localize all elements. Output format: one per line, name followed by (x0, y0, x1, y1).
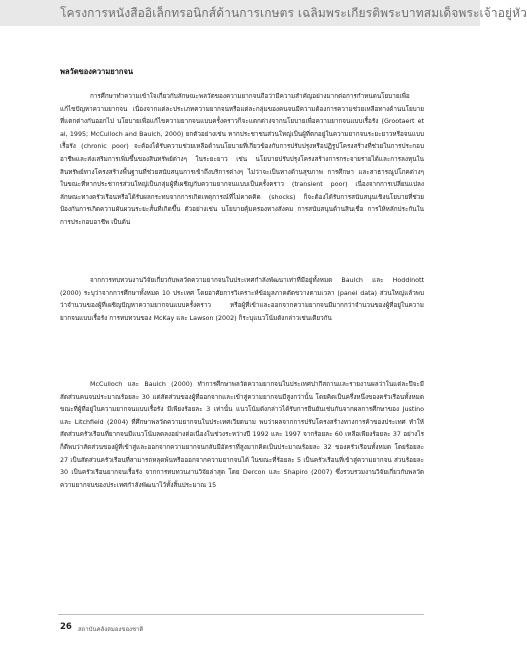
running-header: โครงการหนังสืออิเล็กทรอนิกส์ด้านการเกษตร เฉลิมพระเกียรติพระบาทสมเด็จพระเจ้าอยู่หัว (60, 6, 527, 20)
paragraph-1: การศึกษาทำความเข้าใจเกี่ยวกับลักษณะพลวัตของความยากจนถือว่ามีความสำคัญอย่างมากต่อการกำหนดนโยบายเพื่อแก้ไขปัญหาความยากจน เนื่องจากแต่ละประเภทความยากจนหรือแต่ละกลุ่มของคนจนมีความต้องการความช่วยเหลือทางด้านนโยบายที่แตกต่างกันออกไป นโยบายเพื่อแก้ไขความยากจนแบบครั้งคราวก็จะแตกต่างจากนโยบายเพื่อความยากจนแบบเรื้อรัง (Grootaert et al, 1995; McCulloch and Baulch, 2000) ยกตัวอย่างเช่น หากประชาชนส่วนใหญ่เป็นผู้ที่ตกอยู่ในความยากจนระยะยาวหรือจนแบบเรื้อรัง (chronic poor) จะต้องได้รับความช่วยเหลือด้านนโยบายที่เกี่ยวข้องกับการปรับปรุงหรือปฏิรูปโครงสร้างที่ช่วยในการประกอบอาชีพและส่งเสริมการเพิ่มขึ้นของสินทรัพย์ต่างๆ ในระยะยาว เช่น นโยบายปรับปรุงโครงสร้างการกระจายรายได้และการลงทุนในสินทรัพย์ทางโครงสร้างพื้นฐานที่ช่วยสนับสนุนการเข้าถึงบริการต่างๆ ไม่ว่าจะเป็นทางด้านสุขภาพ การศึกษา และสาธารณูปโภคต่างๆ ในขณะที่หากประชากรส่วนใหญ่เป็นกลุ่มผู้ที่เผชิญกับความยากจนแบบเป็นครั้งคราว (transient poor) เนื่องจากการเปลี่ยนแปลงลักษณะทางครัวเรือนหรือได้รับผลกระทบจากการเกิดเหตุการณ์ที่ไม่คาดคิด (shocks) ก็จะต้องได้รับการสนับสนุนเชิงนโยบายที่ช่วยป้องกันการเกิดความผันผวนระยะสั้นที่เกิดขึ้น ตัวอย่างเช่น นโยบายคุ้มครองทางสังคม การสนับสนุนด้านสินเชื่อ การให้หลักประกันในการประกอบอาชีพ เป็นต้น (60, 93, 424, 226)
page-number: 26 (60, 622, 72, 632)
paragraph-2: จากการทบทวนงานวิจัยเกี่ยวกับพลวัตความยากจนในประเทศกำลังพัฒนาเท่าที่มีอยู่ทั้งหมด Baulch และ Hoddinott (2000) ระบุว่าจากการศึกษาทั้งหมด 10 ประเทศ โดยอาศัยการวิเคราะห์ข้อมูลภาคตัดขวางตามเวลา (panel data) ส่วนใหญ่แล้วพบว่าจำนวนของผู้ที่เผชิญปัญหาความยากจนแบบครั้งคราว หรือผู้ที่เข้าและออกจากความยากจนมีมากกว่าจำนวนของผู้ที่อยู่ในความยากจนแบบเรื้อรัง การทบทวนของ McKay และ Lawson (2002) ก็ระบุแนวโน้มดังกล่าวเช่นเดียวกัน (60, 277, 424, 322)
footer-divider (58, 614, 424, 615)
footer-organization: สถาบันคลังสมองของชาติ (78, 626, 144, 633)
header-band (0, 0, 527, 26)
section-title: พลวัตของความยากจน (60, 67, 133, 76)
paragraph-3: McCulloch และ Baulch (2000) ทำการศึกษาพลวัตความยากจนในประเทศปากีสถานและรายงานผลว่าในแต่ละปีจะมีสัดส่วนคนจนประมาณร้อยละ 30 แต่สัดส่วนของผู้ที่ออกจากและเข้าสู่ความยากจนมีสูงกว่านั้น โดยคิดเป็นครึ่งหนึ่งของครัวเรือนทั้งหมด ขณะที่ผู้ที่อยู่ในความยากจนแบบเรื้อรัง มีเพียงร้อยละ 3 เท่านั้น แนวโน้มดังกล่าวได้รับการยืนยันเช่นกันจากผลการศึกษาของ Justino และ Litchfield (2004) ที่ศึกษาพลวัตความยากจนในประเทศเวียดนาม พบว่าผลจากการปรับโครงสร้างทางการค้าของประเทศ ทำให้สัดส่วนครัวเรือนที่ยากจนมีแนวโน้มลดลงอย่างต่อเนื่องในช่วงระหว่างปี 1992 และ 1997 จากร้อยละ 60 เหลือเพียงร้อยละ 37 อย่างไรก็ดีพบว่าสัดส่วนของผู้ที่เข้าสู่และออกจากความยากจนกลับมีอัตราที่สูงมากคิดเป็นประมาณร้อยละ 32 ของครัวเรือนทั้งหมด โดยร้อยละ 27 เป็นสัดส่วนครัวเรือนที่สามารถหลุดพ้นหรือออกจากความยากจนได้ ในขณะที่ร้อยละ 5 เป็นครัวเรือนที่เข้าสู่ความยากจน ส่วนร้อยละ 30 เป็นครัวเรือนยากจนเรื้อรัง จากการทบทวนงานวิจัยล่าสุด โดย Dercon และ Shapiro (2007) ซึ่งรวบรวมงานวิจัยเกี่ยวกับพลวัตความยากจนของประเทศกำลังพัฒนาไว้ทั้งสิ้นประมาณ 15 (60, 381, 424, 489)
